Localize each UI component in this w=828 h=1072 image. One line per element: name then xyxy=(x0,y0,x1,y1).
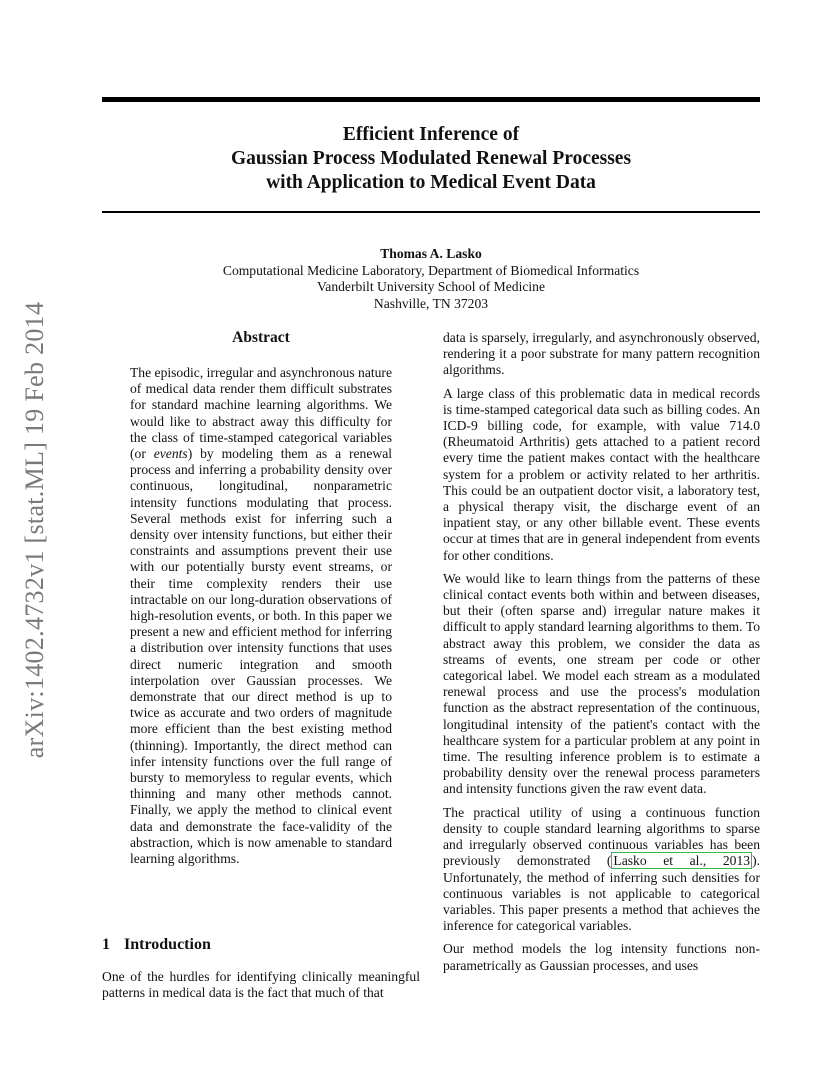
right-paragraph-4-part-1: The practical utility of using a continuous function density to couple standard learning algorithms to sparse and irregularly observed continuous variables has been previously demonstrated ( xyxy=(443,804,760,869)
title-line-3: with Application to Medical Event Data xyxy=(266,172,596,193)
right-paragraph-1: data is sparsely, irregularly, and asynchronously observed, rendering it a poor substrate for many pattern recognition algorithms. xyxy=(443,330,760,378)
abstract-text-part-2: ) by modeling them as a renewal process and inferring a probability density over continuous, longitudinal, nonparametric intensity functions modulating that process. Several methods exist for inferring such a density over intensity functions, but either their constraints and assumptions prevent their use with our potentially bursty event streams, or their time complexity renders their use intractable on our long-duration observations of high-resolution events, or both. In this paper we present a new and efficient method for inferring a distribution over intensity functions that uses direct numeric integration and smooth interpolation over Gaussian processes. We demonstrate that our direct method is up to twice as accurate and two orders of magnitude more efficient than the best existing method (thinning). Importantly, the direct method can infer intensity functions over the full range of bursty to memoryless to regular events, which thinning and many other methods cannot. Finally, we apply the method to clinical event data and demonstrate the face-validity of the abstraction, which is now amenable to standard learning algorithms. xyxy=(130,446,392,867)
paper-title xyxy=(102,123,760,195)
abstract-text-emphasis: events xyxy=(153,446,188,462)
author-location: Nashville, TN 37203 xyxy=(373,295,489,311)
abstract-text-part-1: The episodic, irregular and asynchronous nature of medical data render them difficult substrates for standard machine learning algorithms. We would like to abstract away this difficulty for the class of time-stamped categorical variables (or xyxy=(130,365,392,462)
top-rule xyxy=(102,97,760,102)
arxiv-sidebar xyxy=(10,290,60,770)
right-paragraph-5: Our method models the log intensity functions non-parametrically as Gaussian processes, and uses xyxy=(443,941,760,973)
title-line-2: Gaussian Process Modulated Renewal Processes xyxy=(230,148,632,169)
arxiv-stamp: arXiv:1402.4732v1 [stat.ML] 19 Feb 2014 xyxy=(20,301,49,759)
abstract-heading: Abstract xyxy=(232,329,290,346)
author-affiliation-1: Computational Medicine Laboratory, Department of Biomedical Informatics xyxy=(222,262,640,278)
intro-paragraph-1: One of the hurdles for identifying clinically meaningful patterns in medical data is the fact that much of that xyxy=(102,969,420,1001)
right-paragraph-4-part-2: ). Unfortunately, the method of inferring such densities for continuous variables is not applicable to categorical variables. This paper presents a method that achieves the inference for categorical variables. xyxy=(443,853,760,934)
citation-link[interactable]: Lasko et al., 2013 xyxy=(613,853,751,869)
right-paragraph-2: A large class of this problematic data in medical records is time-stamped categorical data such as billing codes. An ICD-9 billing code, for example, with value 714.0 (Rheumatoid Arthritis) gets attached to a patient record every time the patient makes contact with the healthcare system for a problem or activity related to her arthritis. This could be an outpatient doctor visit, a laboratory test, a physical therapy visit, the discharge event of an inpatient stay, or any other billable event. These events occur at times that are in general independent from events for other conditions. xyxy=(443,385,760,563)
title-bottom-rule xyxy=(102,211,760,213)
right-column xyxy=(443,330,760,981)
right-paragraph-3: We would like to learn things from the patterns of these clinical contact events both within and between diseases, but their (often sparse and) irregular nature makes it difficult to apply standard learning algorithms to them. To abstract away this problem, we consider the data as streams of events, one stream per code or other categorical label. We model each stream as a modulated renewal process and use the process's modulation function as the abstract representation of the continuous, longitudinal intensity of the patient's contact with the healthcare system for a particular problem at any point in time. The resulting inference problem is to estimate a probability density over the renewal process parameters and intensity functions given the raw event data. xyxy=(443,570,760,797)
right-paragraph-4 xyxy=(443,805,760,935)
title-line-1: Efficient Inference of xyxy=(342,124,520,145)
introduction-heading xyxy=(102,935,420,955)
section-number: 1 xyxy=(102,936,110,953)
introduction-section xyxy=(102,935,420,1008)
section-title: Introduction xyxy=(124,936,211,953)
abstract-section xyxy=(130,329,392,874)
author-block xyxy=(102,246,760,312)
author-affiliation-2: Vanderbilt University School of Medicine xyxy=(316,279,546,294)
abstract-text xyxy=(130,365,392,867)
author-name: Thomas A. Lasko xyxy=(380,246,482,261)
